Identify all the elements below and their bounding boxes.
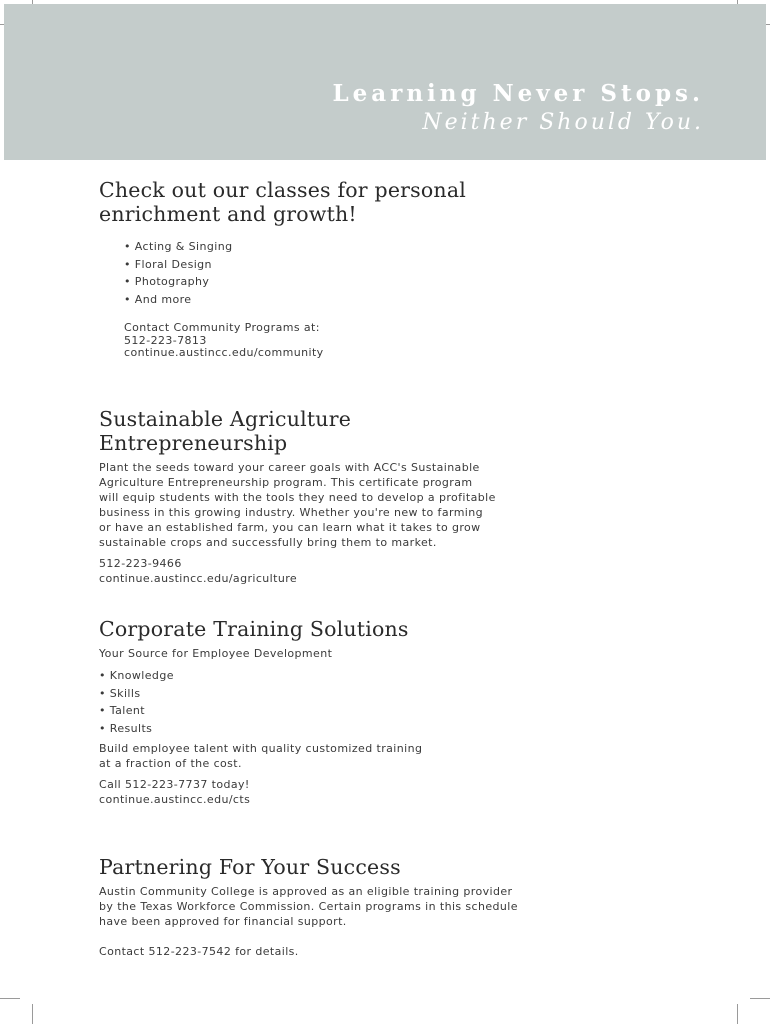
banner-tagline-secondary: Neither Should You. [422, 110, 704, 135]
corporate-contact [99, 777, 619, 807]
crop-mark-bottom-left [32, 1004, 33, 1024]
corporate-heading: Corporate Training Solutions [99, 617, 409, 641]
body-line: have been approved for financial support. [99, 915, 347, 928]
agriculture-contact [99, 556, 619, 586]
partnering-heading: Partnering For Your Success [99, 855, 401, 879]
crop-mark-bottom-left-h [0, 998, 20, 999]
list-item: • And more [124, 291, 619, 309]
list-item: • Photography [124, 273, 619, 291]
body-line: at a fraction of the cost. [99, 757, 242, 770]
contact-url-link[interactable]: continue.austincc.edu/community [124, 346, 324, 359]
body-line: Austin Community College is approved as an eligible training provider [99, 885, 513, 898]
header-banner [4, 4, 766, 160]
contact-url-link[interactable]: continue.austincc.edu/cts [99, 793, 251, 806]
enrichment-section [99, 178, 619, 360]
list-item: • Acting & Singing [124, 238, 619, 256]
enrichment-heading-line2: enrichment and growth! [99, 202, 357, 226]
list-item: • Results [99, 720, 619, 738]
agriculture-heading [99, 407, 619, 455]
agriculture-body [99, 460, 619, 550]
contact-phone[interactable]: 512-223-7813 [124, 333, 207, 347]
list-item: • Skills [99, 685, 619, 703]
enrichment-contact [99, 322, 619, 360]
list-item: • Talent [99, 702, 619, 720]
partnering-contact[interactable]: Contact 512-223-7542 for details. [99, 945, 299, 958]
agriculture-heading-line2: Entrepreneurship [99, 431, 288, 455]
body-line: business in this growing industry. Whether you're new to farming [99, 506, 484, 519]
corporate-section [99, 617, 619, 807]
agriculture-heading-line1: Sustainable Agriculture [99, 407, 352, 431]
contact-url-link[interactable]: continue.austincc.edu/agriculture [99, 572, 298, 585]
body-line: Plant the seeds toward your career goals with ACC's Sustainable [99, 461, 480, 474]
list-item: • Knowledge [99, 667, 619, 685]
enrichment-heading-line1: Check out our classes for personal [99, 178, 467, 202]
banner-tagline-primary: Learning Never Stops. [332, 80, 704, 107]
contact-label: Contact Community Programs at: [124, 321, 320, 334]
contact-call[interactable]: Call 512-223-7737 today! [99, 778, 250, 791]
corporate-subtitle: Your Source for Employee Development [99, 647, 333, 660]
corporate-body [99, 741, 619, 771]
body-line: Build employee talent with quality customized training [99, 742, 423, 755]
crop-mark-bottom-right-h [750, 998, 770, 999]
body-line: sustainable crops and successfully bring them to market. [99, 536, 437, 549]
crop-mark-bottom-right [737, 1004, 738, 1024]
enrichment-heading [99, 178, 619, 226]
body-line: Agriculture Entrepreneurship program. This certificate program [99, 476, 473, 489]
body-line: by the Texas Workforce Commission. Certain programs in this schedule [99, 900, 518, 913]
body-line: or have an established farm, you can learn what it takes to grow [99, 521, 481, 534]
list-item: • Floral Design [124, 256, 619, 274]
partnering-body [99, 884, 619, 929]
enrichment-list [99, 238, 619, 308]
agriculture-section [99, 407, 619, 586]
partnering-section [99, 855, 619, 959]
body-line: will equip students with the tools they need to develop a profitable [99, 491, 496, 504]
corporate-list [99, 667, 619, 737]
contact-phone[interactable]: 512-223-9466 [99, 557, 182, 570]
